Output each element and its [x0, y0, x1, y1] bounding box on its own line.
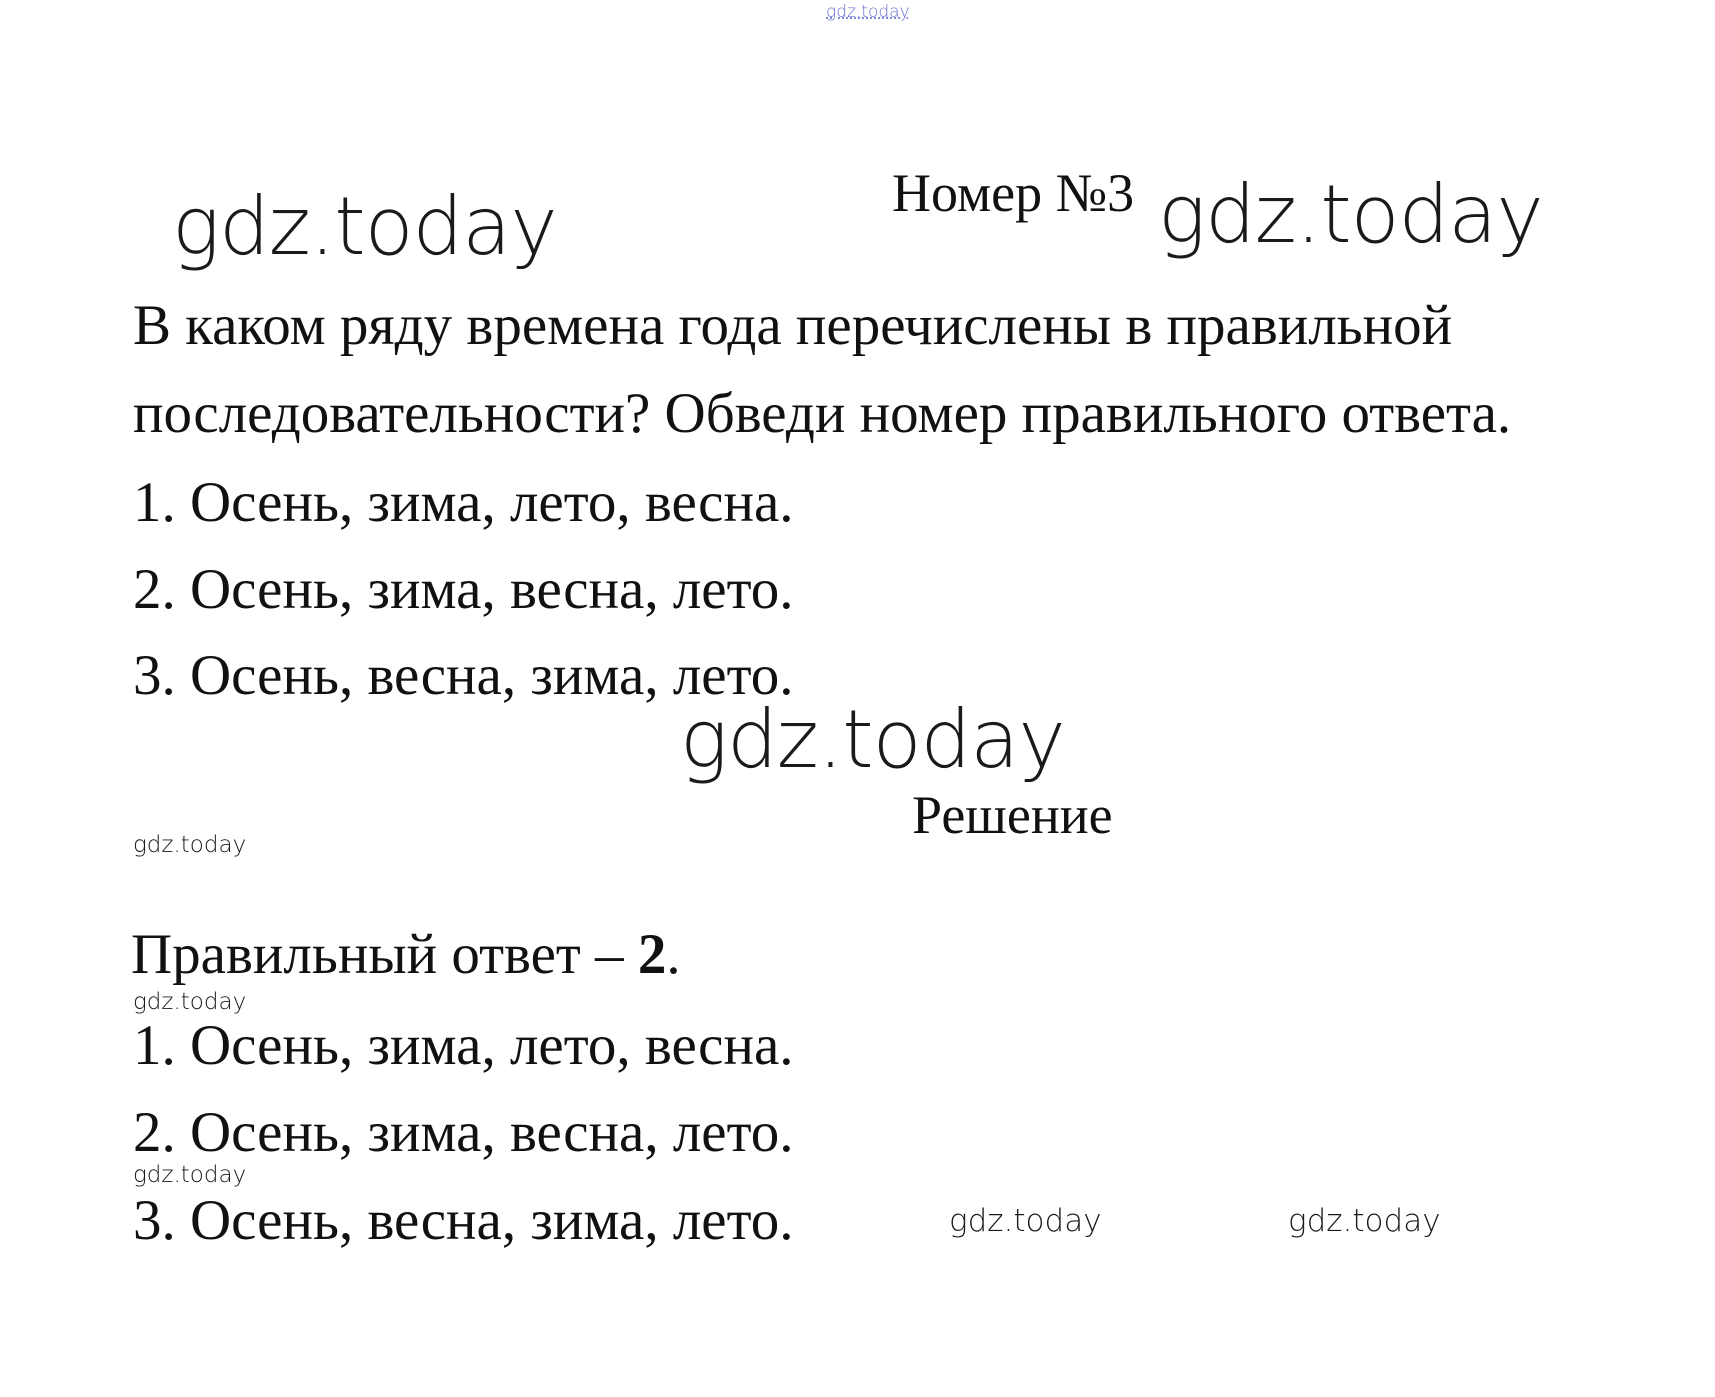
watermark-large-center: gdz.today [680, 693, 1065, 786]
watermark-large-left: gdz.today [172, 180, 557, 273]
correct-answer-line [131, 922, 681, 987]
watermark-top-link[interactable]: gdz.today [826, 2, 910, 22]
solution-option-1: 1. Осень, зима, лето, весна. [133, 1014, 794, 1077]
question-line-1: В каком ряду времена года перечислены в правильной [133, 294, 1453, 357]
solution-option-2: 2. Осень, зима, весна, лето. [133, 1101, 794, 1164]
watermark-small-3: gdz.today [133, 1162, 247, 1188]
solution-heading: Решение [912, 785, 1113, 845]
question-line-2: последовательности? Обведи номер правильного ответа. [133, 382, 1512, 445]
watermark-large-right: gdz.today [1158, 168, 1543, 261]
option-2: 2. Осень, зима, весна, лето. [133, 558, 794, 621]
watermark-medium-2: gdz.today [1288, 1203, 1441, 1239]
option-1: 1. Осень, зима, лето, весна. [133, 471, 794, 534]
answer-value: 2 [637, 923, 667, 986]
answer-suffix: . [666, 923, 681, 986]
watermark-small-2: gdz.today [133, 989, 247, 1015]
watermark-small-1: gdz.today [133, 832, 247, 858]
answer-prefix: Правильный ответ – [131, 923, 638, 986]
watermark-medium-1: gdz.today [949, 1203, 1102, 1239]
option-3: 3. Осень, весна, зима, лето. [133, 644, 794, 707]
task-number-title: Номер №3 [892, 163, 1135, 223]
solution-option-3: 3. Осень, весна, зима, лето. [133, 1189, 794, 1252]
